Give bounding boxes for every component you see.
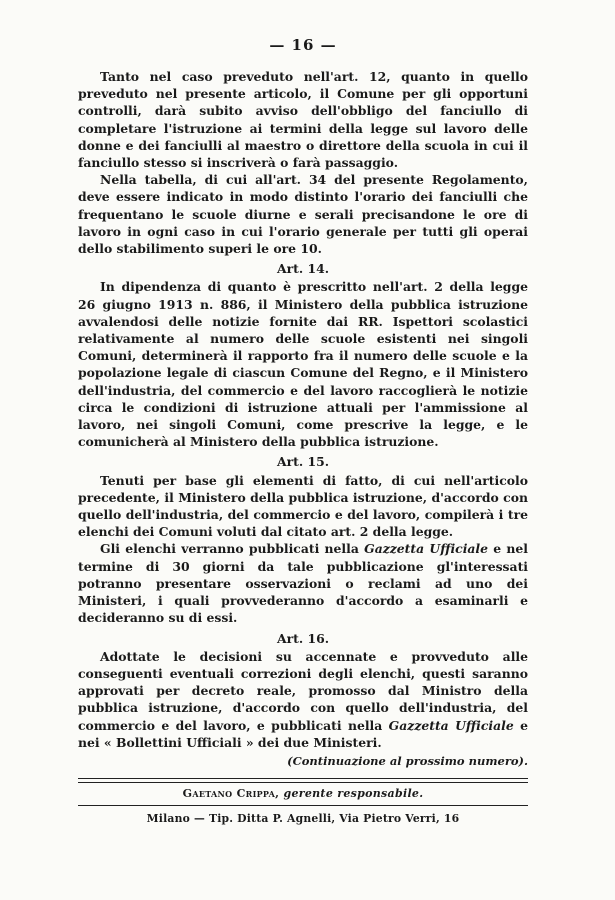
article-15-text-2b: e nel termine di 30 giorni da tale pubblicazione gl'interessati potranno presentare osservazioni o reclami ad uno dei Ministeri, i quali provvederanno d'accordo a esaminarli e decideranno su di essi. [78,541,528,626]
editor-role: gerente responsabile. [283,786,424,800]
printer-imprint: Milano — Tip. Ditta P. Agnelli, Via Pietro Verri, 16 [146,811,460,825]
gazzetta-ufficiale-ref: Gazzetta Ufficiale [388,717,514,733]
paragraph-intro-1: Tanto nel caso preveduto nell'art. 12, quanto in quello preveduto nel presente articolo, il Comune per gli opportuni controlli, darà subito avviso dell'obbligo del fanciullo di completare l'istruzione ai termini della legge sul lavoro delle donne e dei fanciulli al maestro o direttore della scuola in cui il fanciullo stesso si inscriverà o farà passaggio. [78,69,528,171]
article-14-text: In dipendenza di quanto è prescritto nell'art. 2 della legge 26 giugno 1913 n. 886, il Ministero della pubblica istruzione avvalendosi delle notizie fornite dai RR. Ispettori scolastici relativamente al numero delle scuole esistenti nei singoli Comuni, determinerà il rapporto fra il numero delle scuole e la popolazione legale di ciascun Comune del Regno, e il Ministero dell'industria, del commercio e del lavoro raccoglierà le notizie circa le condizioni di istruzione attuali per l'ammissione al lavoro, nei singoli Comuni, come prescrive la legge, e le comunicherà al Ministero della pubblica istruzione. [78,279,528,450]
article-16-heading: Art. 16. [276,630,330,646]
continuation-note: (Continuazione al prossimo numero). [287,753,528,768]
article-15-text-2 [78,540,528,626]
article-15-heading: Art. 15. [276,454,330,470]
article-14-heading: Art. 14. [276,261,330,277]
article-15-text-2a: Gli elenchi verranno pubblicati nella [100,541,365,557]
paragraph-intro-2: Nella tabella, di cui all'art. 34 del presente Regolamento, deve essere indicato in modo distinto l'orario dei fanciulli che frequentano le scuole diurne e serali precisandone le ore di lavoro in ogni caso in cui l'orario generale per tutti gli operai dello stabilimento superi le ore 10. [78,172,528,257]
editor-name: Gaetano Crippa, [182,786,280,800]
editor-line [78,787,528,800]
double-rule-divider [78,778,528,783]
page-number: — 16 — [269,36,337,54]
article-15-text-1: Tenuti per base gli elementi di fatto, di cui nell'articolo precedente, il Ministero della pubblica istruzione, d'accordo con quello dell'industria, del commercio e del lavoro, compilerà i tre elenchi dei Comuni voluti dal citato art. 2 della legge. [78,472,528,540]
document-page [78,36,528,825]
single-rule-divider [78,805,528,806]
article-16-text [78,648,528,751]
article-16-text-a: Adottate le decisioni su accennate e provveduto alle conseguenti eventuali correzioni degli elenchi, questi saranno approvati per decreto reale, promosso dal Ministro della pubblica istruzione, d'accordo con quello dell'industria, del commercio e del lavoro, e pubblicati nella [78,648,528,733]
gazzetta-ufficiale-ref: Gazzetta Ufficiale [364,541,489,557]
article-16-text-b: e nei « Bollettini Ufficiali » dei due Ministeri. [78,717,528,750]
